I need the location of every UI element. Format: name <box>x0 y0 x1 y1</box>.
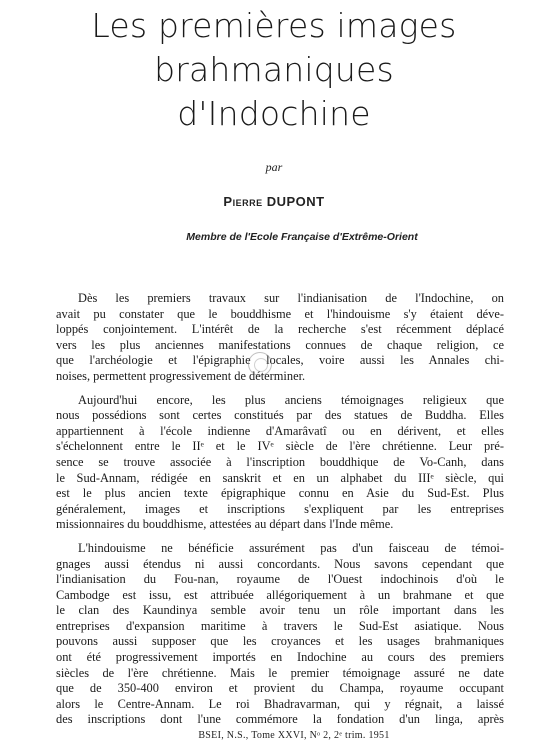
author-name: Pierre DUPONT <box>223 194 325 209</box>
text-line: Aujourd'hui encore, les plus anciens témoignages religieux que <box>78 392 504 407</box>
text-line: l'indianisation du Fou-nan, royaume de l'Ouest indochinois d'où le <box>56 572 504 587</box>
text-line: des inscriptions dont l'une commémore la fondation d'un linga, après <box>56 712 504 727</box>
article-body <box>56 291 504 736</box>
journal-citation: BSEI, N.S., Tome XXVI, Nᵒ 2, 2ᵉ trim. 1951 <box>198 730 390 741</box>
text-line: appartiennent à l'école indienne d'Amarâvatî ou en dérivent, et elles <box>56 423 504 438</box>
text-line: vers les plus anciennes manifestations connues de chaque religion, ce <box>56 337 504 352</box>
text-line: Cambodge est issu, est attribuée allégoriquement à un brahmane et que <box>56 587 504 602</box>
text-line: L'hindouisme ne bénéficie assurément pas d'un faisceau de témoi- <box>78 540 504 555</box>
text-line: pouvons aussi supposer que les croyances et les usages brahmaniques <box>56 634 504 649</box>
text-line: siècles de l'ère chrétienne. Mais le premier témoignage assuré ne date <box>56 665 504 680</box>
text-line: que l'archéologie et l'épigraphie locales, voire aussi les Annales chi- <box>56 353 504 368</box>
paragraph-3 <box>56 541 504 728</box>
text-line: que de 350-400 environ et provient du Champa, royaume occupant <box>56 681 504 696</box>
text-line: entreprises d'expansion maritime à travers le Sud-Est asiatique. Nous <box>56 618 504 633</box>
text-line: sence se trouve associée à l'inscription bouddhique de Vo-Canh, dans <box>56 454 504 469</box>
text-line: gnages aussi étendus ni aussi concordants. Nous savons cependant que <box>56 556 504 571</box>
text-line: Dès les premiers travaux sur l'indianisation de l'Indochine, on <box>78 291 504 305</box>
page-title <box>0 4 548 136</box>
paragraph-1 <box>56 291 504 385</box>
title-line-2: brahmaniques <box>154 50 394 89</box>
title-line-1: Les premières images <box>91 6 457 45</box>
text-line: noises, permettent progressivement de déterminer. <box>56 368 306 383</box>
text-line: ont été progressivement importés en Indochine au cours des premiers <box>56 650 504 665</box>
paragraph-2 <box>56 393 504 533</box>
text-line: généralement, images et inscriptions s'expliquent par les entreprises <box>56 501 504 516</box>
text-line: loppés conjointement. L'intérêt de la recherche s'est récemment déplacé <box>56 322 504 337</box>
text-line: est le plus ancien texte épigraphique connu en Asie du Sud-Est. Plus <box>56 486 504 501</box>
text-line: missionnaires du bouddhisme, attestées au départ dans l'Inde même. <box>56 517 394 532</box>
text-line: s'échelonnent entre le IIᵉ et le IVᵉ siècle de l'ère chrétienne. Leur pré- <box>56 439 504 454</box>
author-affiliation: Membre de l'Ecole Française d'Extrême-Orient <box>186 231 418 243</box>
title-line-3: d'Indochine <box>177 94 371 133</box>
text-line: le Sud-Annam, rédigée en sanskrit et en un alphabet du IIIᵉ siècle, qui <box>56 470 504 485</box>
text-line: le clan des Kaundinya semble avoir tenu un rôle important dans les <box>56 603 504 618</box>
text-line: nous possédions sont certes constitués par des statues de Buddha. Elles <box>56 408 504 423</box>
byline: par <box>265 160 283 174</box>
text-line: avait pu constater que le bouddhisme et l'hindouisme s'y étaient déve- <box>56 306 504 321</box>
library-stamp-icon <box>248 352 272 376</box>
text-line: alors le Centre-Annam. Le roi Bhadravarman, qui y régnait, a laissé <box>56 696 504 711</box>
